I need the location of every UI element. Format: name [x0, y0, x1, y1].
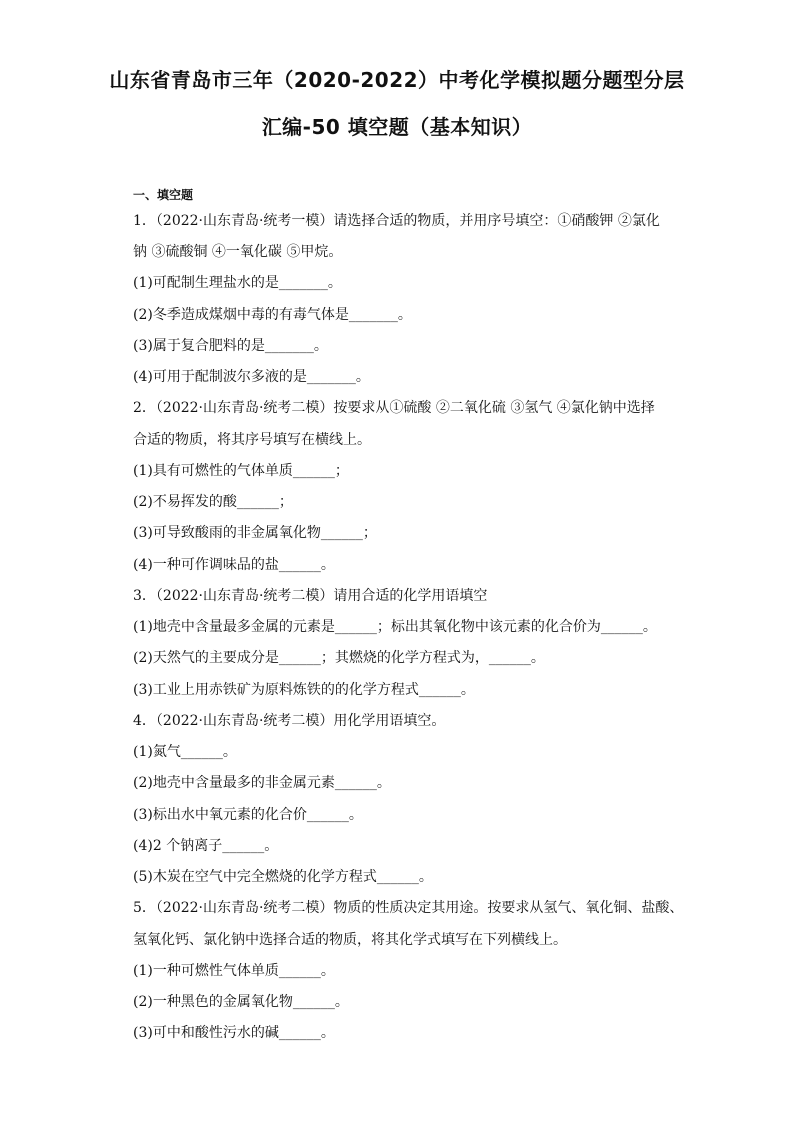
- section-heading: 一、填空题: [133, 188, 194, 202]
- question-5-part-1: (1)一种可燃性气体单质______。: [133, 963, 335, 979]
- question-2-part-4: (4)一种可作调味品的盐______。: [133, 557, 335, 573]
- document-title-line-1: 山东省青岛市三年（2020-2022）中考化学模拟题分题型分层: [109, 68, 685, 92]
- question-1-part-1: (1)可配制生理盐水的是_______。: [133, 275, 342, 291]
- question-1-stem-cont: 钠 ③硫酸铜 ④一氧化碳 ⑤甲烷。: [133, 244, 343, 260]
- document-title-line-2: 汇编-50 填空题（基本知识）: [261, 115, 533, 139]
- question-3-part-3: (3)工业上用赤铁矿为原料炼铁的的化学方程式______。: [133, 682, 475, 698]
- question-4-stem: 4．（2022·山东青岛·统考二模）用化学用语填空。: [133, 713, 446, 729]
- question-5-part-3: (3)可中和酸性污水的碱______。: [133, 1025, 335, 1041]
- question-1-part-2: (2)冬季造成煤烟中毒的有毒气体是_______。: [133, 307, 412, 323]
- question-4-part-2: (2)地壳中含量最多的非金属元素______。: [133, 775, 391, 791]
- question-2-part-3: (3)可导致酸雨的非金属氧化物______；: [133, 525, 377, 541]
- question-4-part-3: (3)标出水中氧元素的化合价______。: [133, 807, 363, 823]
- question-2-stem-cont: 合适的物质，将其序号填写在横线上。: [133, 432, 371, 448]
- question-3-stem: 3．（2022·山东青岛·统考二模）请用合适的化学用语填空: [133, 588, 488, 604]
- question-4-part-1: (1)氮气______。: [133, 744, 237, 760]
- question-3-part-1: (1)地壳中含量最多金属的元素是______；标出其氧化物中该元素的化合价为______。: [133, 619, 657, 635]
- question-1-stem: 1．（2022·山东青岛·统考一模）请选择合适的物质，并用序号填空：①硝酸钾 ②氯化: [133, 213, 660, 229]
- question-5-stem-cont: 氢氧化钙、氯化钠中选择合适的物质，将其化学式填写在下列横线上。: [133, 932, 567, 948]
- question-4-part-4: (4)2 个钠离子______。: [133, 838, 279, 854]
- question-2-part-1: (1)具有可燃性的气体单质______；: [133, 463, 349, 479]
- question-2-stem: 2．（2022·山东青岛·统考二模）按要求从①硫酸 ②二氧化硫 ③氢气 ④氯化钠中选择: [133, 400, 655, 416]
- question-2-part-2: (2)不易挥发的酸______；: [133, 494, 293, 510]
- question-5-stem: 5．（2022·山东青岛·统考二模）物质的性质决定其用途。按要求从氢气、氧化铜、盐酸、: [133, 900, 684, 916]
- question-1-part-3: (3)属于复合肥料的是_______。: [133, 338, 328, 354]
- question-4-part-5: (5)木炭在空气中完全燃烧的化学方程式______。: [133, 869, 433, 885]
- question-1-part-4: (4)可用于配制波尔多液的是_______。: [133, 369, 370, 385]
- question-5-part-2: (2)一种黑色的金属氧化物______。: [133, 994, 349, 1010]
- question-3-part-2: (2)天然气的主要成分是______；其燃烧的化学方程式为，______。: [133, 650, 545, 666]
